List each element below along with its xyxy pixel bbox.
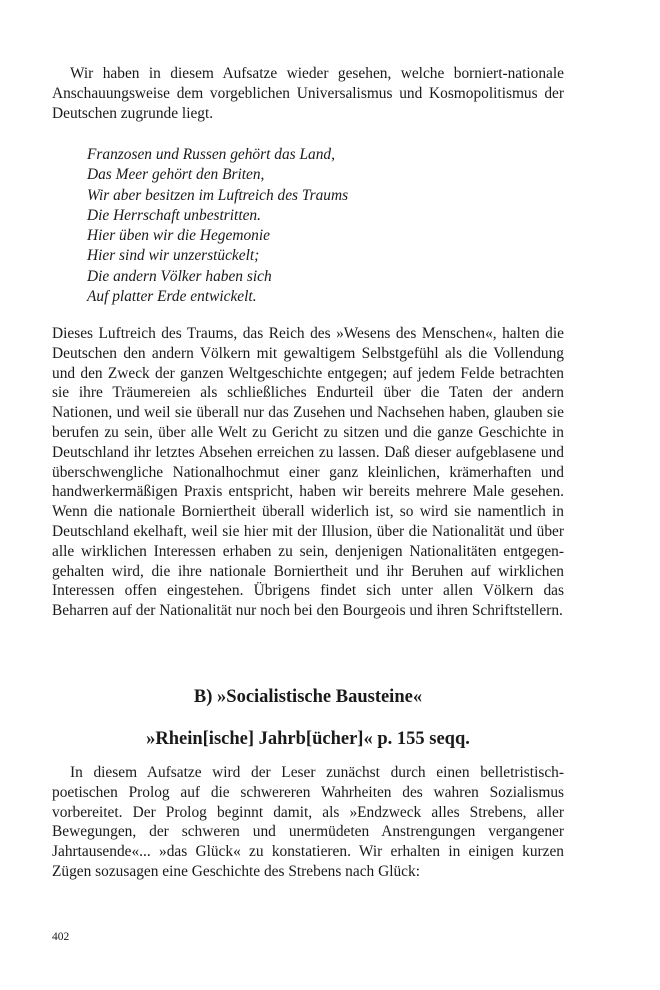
closing-paragraph: In diesem Aufsatze wird der Leser zunächst durch einen belletristisch-poetischen Prolog auf die schwereren Wahrheiten des wahren Sozialismus vorbereitet. Der Prolog beginnt damit, als »Endzweck alles Strebens, aller Bewegungen, der schweren und unermüdeten Anstrengungen vergangener Jahrtausende«... »das Glück« zu konstatieren. Wir erhalten in einigen kurzen Zügen sozusagen eine Geschichte des Strebens nach Glück:	[52, 764, 564, 880]
poem-line: Wir aber besitzen im Luftreich des Traums	[87, 186, 349, 204]
poem-line: Die andern Völker haben sich	[87, 267, 272, 285]
page-number: 402	[52, 931, 70, 943]
section-heading: B) »Socialistische Bausteine«	[193, 687, 423, 707]
poem-line: Das Meer gehört den Briten,	[87, 166, 265, 184]
main-paragraph: Dieses Luftreich des Traums, das Reich des »Wesens des Menschen«, halten die Deutschen den andern Völkern mit gewaltigem Selbstgefühl als die Vollendung und den Zweck der ganzen Weltgeschichte entgegen; auf jedem Felde betrachten sie ihre Träumereien als schließliches Endurteil über die Taten der andern Nationen, und weil sie überall nur das Zusehen und Nachsehen haben, glauben sie berufen zu sein, über alle Welt zu Gericht zu sitzen und die ganze Geschichte in Deutschland ihr letztes Absehen erreichen zu lassen. Daß dieser aufgeblasene und überschwengliche Nationalhochmut einer ganz kleinlichen, krämerhaften und handwerkermäßigen Praxis entspricht, haben wir bereits mehrere Male gesehen. Wenn die nationale Borniertheit überall widerlich ist, so wird sie namentlich in Deutschland ekelhaft, weil sie hier mit der Illusion, über die Nationalität und über alle wirklichen Interessen erhaben zu sein, denjenigen Nationalitäten entgegengehalten wird, die ihre nationale Borniertheit und ihr Beruhen auf wirklichen Interessen offen eingestehen. Übrigens findet sich unter allen Völkern das Beharren auf der Nationalität nur noch bei den Bourgeois und ihren Schriftstellern.	[52, 325, 564, 620]
intro-paragraph-block	[52, 64, 564, 123]
poem-line: Hier sind wir unzerstückelt;	[87, 247, 260, 265]
intro-paragraph: Wir haben in diesem Aufsatze wieder gesehen, welche borniert-nationale Anschauungsweise dem vorgeblichen Universalismus und Kosmopolitismus der Deutschen zugrunde liegt.	[52, 65, 564, 122]
poem-line: Die Herrschaft unbestritten.	[87, 206, 261, 224]
poem-line: Auf platter Erde entwickelt.	[87, 288, 257, 306]
closing-paragraph-block	[52, 763, 564, 882]
poem-line: Franzosen und Russen gehört das Land,	[87, 146, 335, 163]
poem-line: Hier üben wir die Hegemonie	[87, 227, 270, 245]
main-paragraph-block	[52, 324, 564, 621]
subsection-heading: »Rhein[ische] Jahrb[ücher]« p. 155 seqq.	[146, 729, 470, 749]
poem-quotation	[87, 145, 527, 307]
